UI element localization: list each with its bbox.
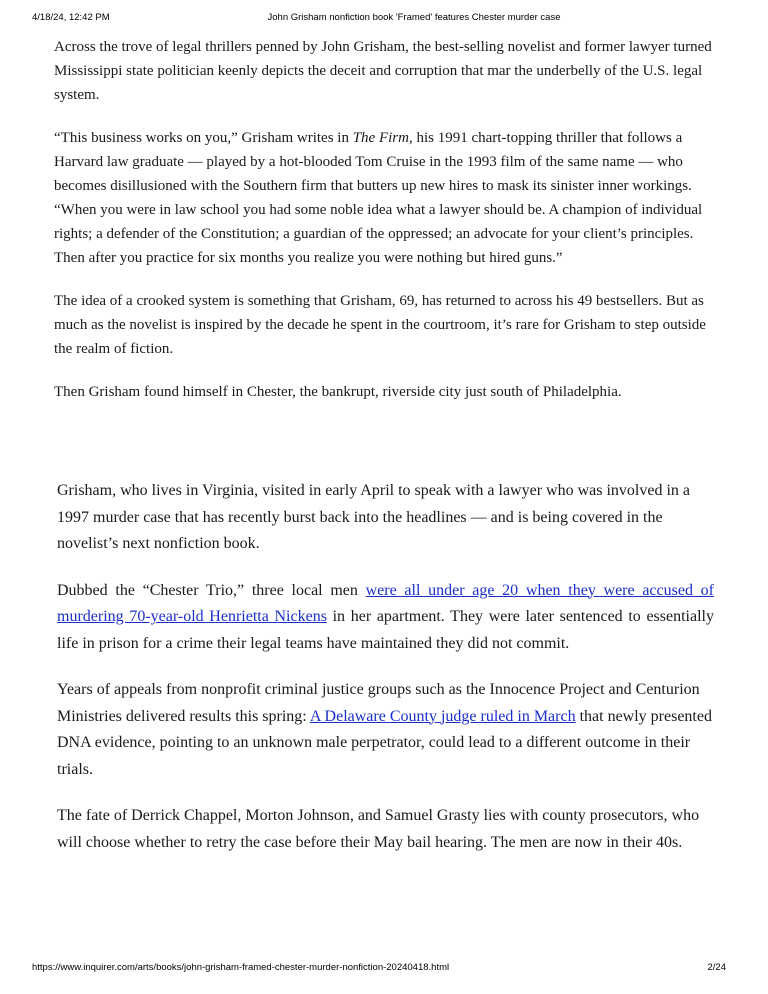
print-footer	[0, 962, 768, 976]
article-body-lower	[57, 478, 714, 876]
paragraph-text: , his 1991 chart-topping thriller that follows a Harvard law graduate — played by a hot-blooded Tom Cruise in the 1993 film of the same name — who becomes disillusioned with the Southern firm that butters up new hires to mask its sinister inner workings. “When you were in law school you had some noble idea what a lawyer should be. A champion of individual rights; a defender of the Constitution; a guardian of the oppressed; an advocate for your client’s principles. Then after you practice for six months you realize you were nothing but hired guns.”	[54, 130, 703, 266]
print-page-title: John Grisham nonfiction book 'Framed' features Chester murder case	[267, 12, 561, 23]
paragraph-the-firm-quote	[54, 126, 716, 270]
paragraph-text: Years of appeals from nonprofit criminal justice groups such as the Innocence Project and Centurion Ministries delivered results this spring:	[57, 681, 700, 725]
paragraph-chester: Then Grisham found himself in Chester, the bankrupt, riverside city just south of Philadelphia.	[54, 384, 622, 400]
paragraph-appeals	[57, 677, 714, 783]
paragraph-text: Dubbed the “Chester Trio,” three local men	[57, 581, 366, 599]
print-url: https://www.inquirer.com/arts/books/john-grisham-framed-chester-murder-nonfiction-20240418.html	[32, 962, 450, 973]
print-page-number: 2/24	[707, 962, 726, 973]
paragraph-text: “This business works on you,” Grisham writes in	[54, 130, 353, 146]
paragraph-visit: Grisham, who lives in Virginia, visited in early April to speak with a lawyer who was involved in a 1997 murder case that has recently burst back into the headlines — and is being covered in the novelist’s next nonfiction book.	[57, 482, 691, 552]
book-title: The Firm	[352, 130, 409, 146]
print-header	[0, 12, 768, 26]
link-accused-of-murder[interactable]: were all under age 20 when they were accused of murdering 70-year-old Henrietta Nickens	[57, 581, 715, 625]
paragraph-crooked-system: The idea of a crooked system is something that Grisham, 69, has returned to across his 49 bestsellers. But as much as the novelist is inspired by the decade he spent in the courtroom, it’s rare for Grisham to step outside the realm of fiction.	[54, 293, 706, 357]
paragraph-chester-trio	[57, 578, 714, 658]
link-judge-ruled[interactable]: A Delaware County judge ruled in March	[309, 707, 576, 725]
paragraph-intro: Across the trove of legal thrillers penned by John Grisham, the best-selling novelist and former lawyer turned Mississippi state politician keenly depicts the deceit and corruption that mar the underbelly of the U.S. legal system.	[54, 39, 712, 103]
paragraph-text: in her apartment. They were later sentenced to essentially life in prison for a crime their legal teams have maintained they did not commit.	[57, 608, 714, 652]
print-datetime: 4/18/24, 12:42 PM	[32, 12, 110, 23]
paragraph-fate: The fate of Derrick Chappel, Morton Johnson, and Samuel Grasty lies with county prosecutors, who will choose whether to retry the case before their May bail hearing. The men are now in their 40s.	[57, 807, 700, 851]
paragraph-text: that newly presented DNA evidence, pointing to an unknown male perpetrator, could lead to a different outcome in their trials.	[57, 707, 712, 778]
article-body-upper	[54, 35, 716, 423]
